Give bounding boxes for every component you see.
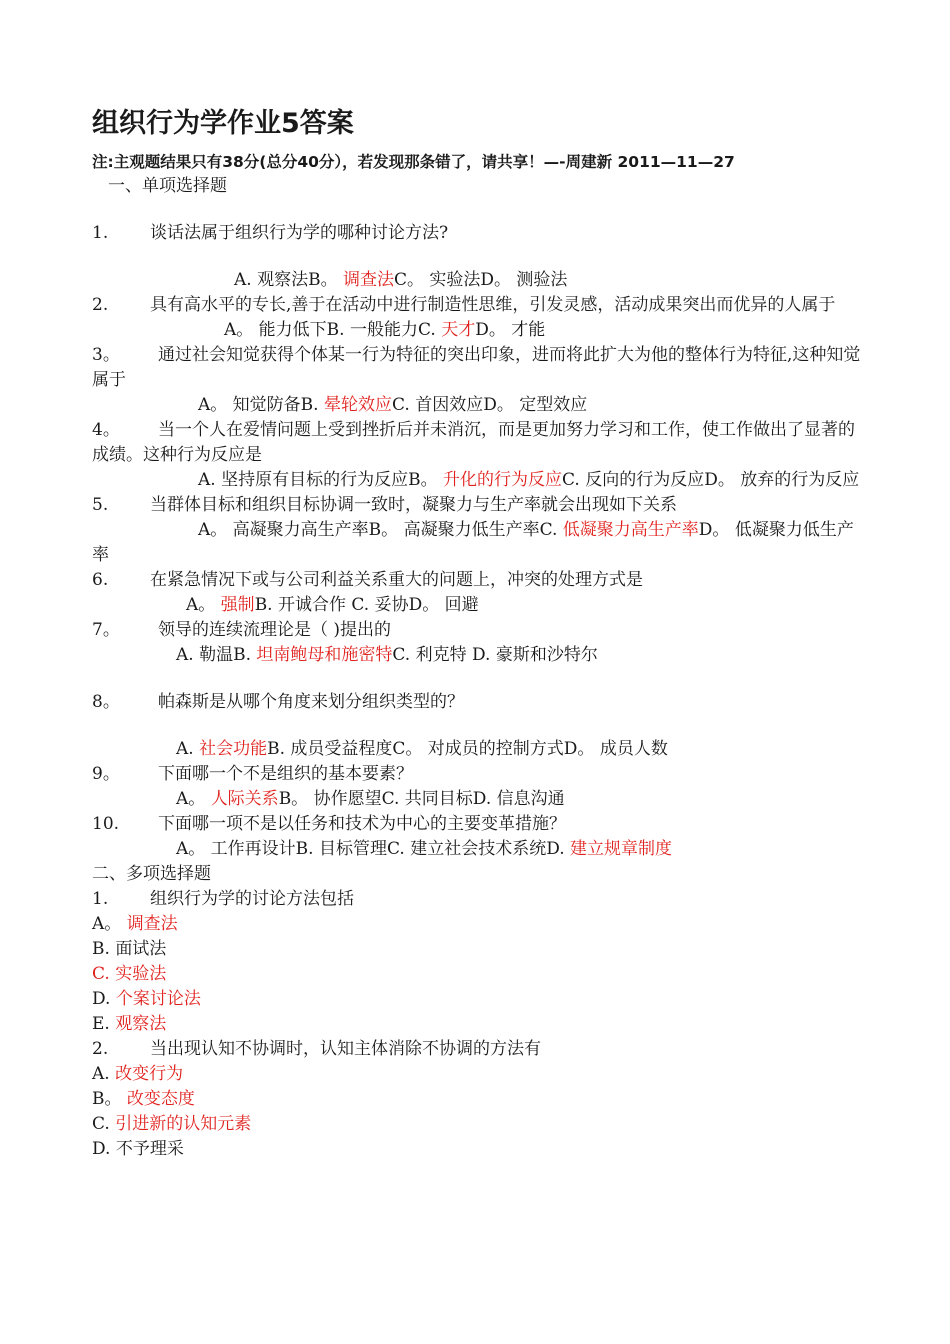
question-3 <box>92 343 862 393</box>
question-5 <box>92 493 862 518</box>
question-4 <box>92 418 862 468</box>
question-number: 4。 <box>92 420 120 440</box>
option-text: B. 成员受益程度C。 对成员的控制方式D。 成员人数 <box>267 739 668 759</box>
correct-answer: 调查法 <box>342 270 394 290</box>
question-7 <box>92 618 862 643</box>
spacer <box>92 715 862 737</box>
question-2 <box>92 293 862 318</box>
choice-item <box>92 1137 862 1162</box>
correct-answer: 建立规章制度 <box>570 839 673 859</box>
question-text: 具有高水平的专长,善于在活动中进行制造性思维，引发灵感，活动成果突出而优异的人属于 <box>150 295 836 315</box>
correct-answer: 调查法 <box>126 914 178 934</box>
question-3-options <box>92 393 862 418</box>
question-10 <box>92 812 862 837</box>
question-7-options <box>92 643 862 668</box>
question-text: 组织行为学的讨论方法包括 <box>150 889 354 909</box>
choice-label: A. <box>92 1064 116 1084</box>
question-9-options <box>92 787 862 812</box>
question-1-options <box>92 268 862 293</box>
option-text: C. 首因效应D。 定型效应 <box>391 395 588 415</box>
option-text: A。 工作再设计B. 目标管理C. 建立社会技术系统D. <box>176 839 571 859</box>
choice-label: D. <box>92 989 116 1009</box>
choice-label: C. <box>92 964 116 984</box>
choice-item <box>92 987 862 1012</box>
author-note: 注:主观题结果只有38分(总分40分），若发现那条错了，请共享！—-周建新 2011—11—27 <box>92 153 735 171</box>
spacer <box>92 668 862 690</box>
option-text: A。 能力低下B. 一般能力C. <box>224 320 442 340</box>
question-8-options <box>92 737 862 762</box>
spacer <box>92 246 862 268</box>
choice-label: D. <box>92 1139 116 1159</box>
question-text: 下面哪一个不是组织的基本要素？ <box>158 764 413 784</box>
correct-answer: 改变态度 <box>126 1089 195 1109</box>
question-text: 当群体目标和组织目标协调一致时，凝聚力与生产率就会出现如下关系 <box>150 495 677 515</box>
choice-item <box>92 937 862 962</box>
option-text: C. 反向的行为反应D。 放弃的行为反应 <box>561 470 860 490</box>
choice-label: B. <box>92 939 116 959</box>
question-2-options <box>92 318 862 343</box>
correct-answer: 晕轮效应 <box>323 395 392 415</box>
correct-answer: 人际关系 <box>210 789 279 809</box>
question-number: 9。 <box>92 764 120 784</box>
correct-answer: 天才 <box>441 320 476 340</box>
correct-answer: 个案讨论法 <box>115 989 201 1009</box>
choice-item <box>92 1062 862 1087</box>
question-text: 通过社会知觉获得个体某一行为特征的突出印象，进而将此扩大为他的整体行为特征,这种知觉属于 <box>92 345 861 390</box>
question-1 <box>92 221 862 246</box>
option-text: A。 高凝聚力高生产率B。 高凝聚力低生产率C. <box>198 520 563 540</box>
option-text: B. 开诚合作 C. 妥协D。 回避 <box>254 595 479 615</box>
correct-answer: 低凝聚力高生产率 <box>562 520 699 540</box>
option-text: A。 <box>176 789 211 809</box>
question-8 <box>92 690 862 715</box>
choice-item <box>92 1112 862 1137</box>
option-text: D。 才能 <box>475 320 546 340</box>
spacer <box>92 199 862 221</box>
option-text: D。 低凝聚力低生产率 <box>92 520 854 565</box>
choice-item <box>92 912 862 937</box>
question-4-options <box>92 468 862 493</box>
option-text: A. 观察法B。 <box>234 270 343 290</box>
correct-answer: 社会功能 <box>199 739 268 759</box>
question-number: 3。 <box>92 345 120 365</box>
question-number: 5. <box>92 495 109 515</box>
question-text: 领导的连续流理论是（ )提出的 <box>158 620 392 640</box>
question-number: 2. <box>92 295 109 315</box>
question-number: 6. <box>92 570 109 590</box>
choice-label: A。 <box>92 914 127 934</box>
question-number: 1. <box>92 889 109 909</box>
correct-answer: 引进新的认知元素 <box>115 1114 252 1134</box>
correct-answer: 实验法 <box>115 964 167 984</box>
option-text: C. 利克特 D. 豪斯和沙特尔 <box>392 645 598 665</box>
question-number: 1. <box>92 223 109 243</box>
choice-text: 面试法 <box>115 939 167 959</box>
question-6-options <box>92 593 862 618</box>
question-text: 下面哪一项不是以任务和技术为中心的主要变革措施？ <box>158 814 566 834</box>
choice-item <box>92 962 862 987</box>
multi-question-1 <box>92 887 862 912</box>
multi-question-2 <box>92 1037 862 1062</box>
question-text: 当一个人在爱情问题上受到挫折后并未消沉，而是更加努力学习和工作，使工作做出了显著的成绩。这种行为反应是 <box>92 420 855 465</box>
option-text: A。 知觉防备B. <box>198 395 324 415</box>
document-page <box>92 104 862 1162</box>
option-text: C。 实验法D。 测验法 <box>393 270 568 290</box>
option-text: A. 勒温B. <box>176 645 257 665</box>
option-text: A. 坚持原有目标的行为反应B。 <box>198 470 443 490</box>
section-multiple-choice-heading: 二、多项选择题 <box>92 864 211 884</box>
option-text: B。 协作愿望C. 共同目标D. 信息沟通 <box>278 789 565 809</box>
choice-label: E. <box>92 1014 116 1034</box>
choice-label: B。 <box>92 1089 127 1109</box>
question-10-options <box>92 837 862 862</box>
question-6 <box>92 568 862 593</box>
choice-item <box>92 1012 862 1037</box>
question-number: 10. <box>92 814 120 834</box>
choice-label: C. <box>92 1114 116 1134</box>
question-text: 在紧急情况下或与公司利益关系重大的问题上，冲突的处理方式是 <box>150 570 643 590</box>
question-number: 7。 <box>92 620 120 640</box>
question-number: 2. <box>92 1039 109 1059</box>
question-text: 帕森斯是从哪个角度来划分组织类型的？ <box>158 692 464 712</box>
question-text: 当出现认知不协调时，认知主体消除不协调的方法有 <box>150 1039 541 1059</box>
correct-answer: 改变行为 <box>115 1064 184 1084</box>
option-text: A。 <box>186 595 221 615</box>
option-text: A. <box>176 739 200 759</box>
correct-answer: 观察法 <box>115 1014 167 1034</box>
question-5-options <box>92 518 862 568</box>
section-single-choice-heading: 一、单项选择题 <box>108 176 227 196</box>
correct-answer: 强制 <box>220 595 255 615</box>
choice-item <box>92 1087 862 1112</box>
document-title: 组织行为学作业5答案 <box>92 108 354 139</box>
choice-text: 不予理采 <box>115 1139 184 1159</box>
question-9 <box>92 762 862 787</box>
question-number: 8。 <box>92 692 120 712</box>
correct-answer: 升化的行为反应 <box>442 470 562 490</box>
question-text: 谈话法属于组织行为学的哪种讨论方法? <box>150 223 449 243</box>
correct-answer: 坦南鲍母和施密特 <box>256 645 393 665</box>
